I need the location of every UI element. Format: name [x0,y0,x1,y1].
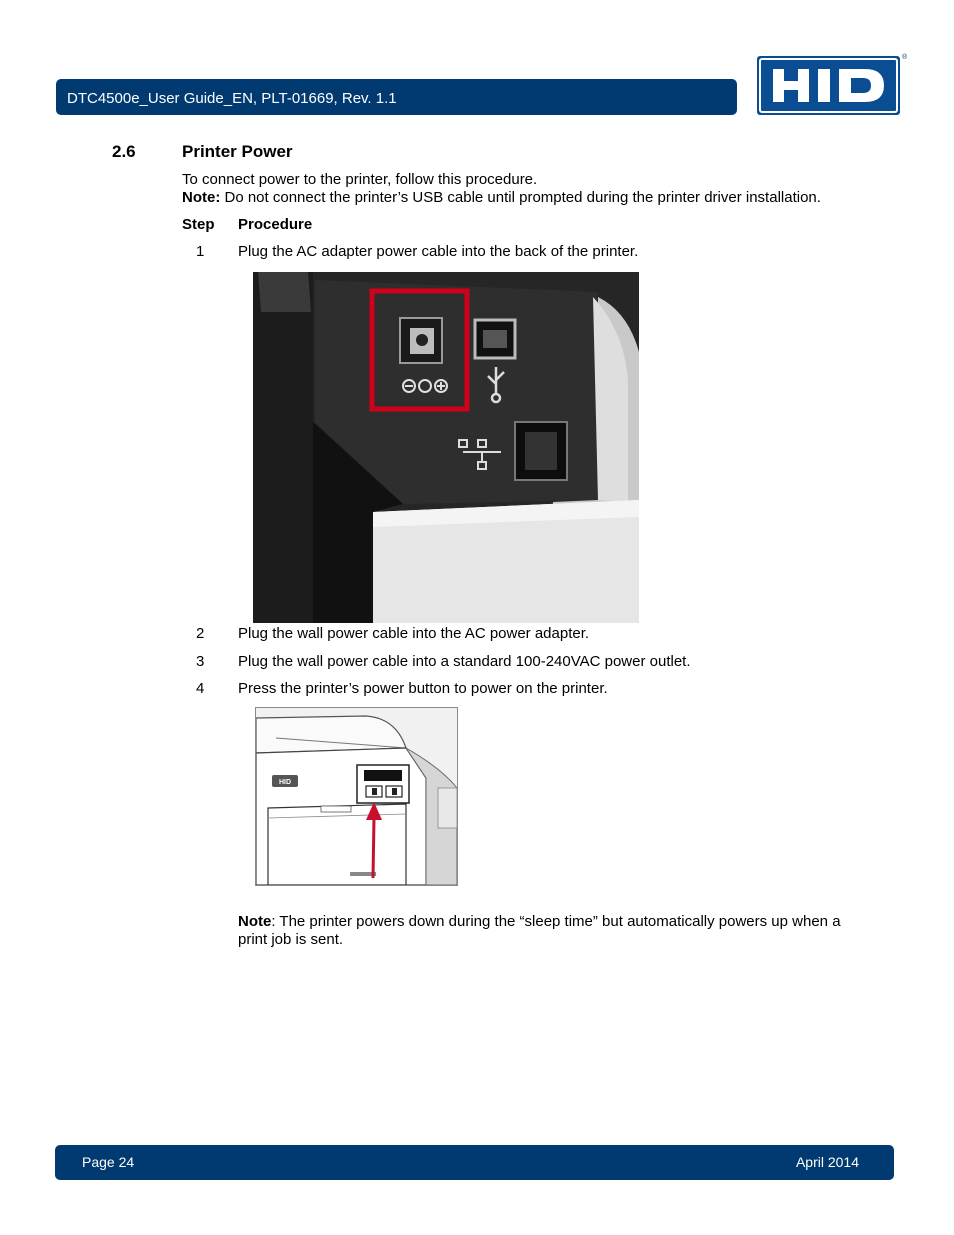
section-title: Printer Power [182,142,293,161]
hid-logo [757,56,900,115]
step-number: 3 [196,653,205,670]
step-text: Plug the AC adapter power cable into the back of the printer. [238,243,639,260]
footer-bar [55,1145,894,1180]
step-number: 1 [196,243,205,260]
note-text: : The printer powers down during the “sleep time” but automatically powers up when a [271,913,841,930]
step-column-header: Step [182,216,215,233]
section-number: 2.6 [112,142,136,161]
step-text: Plug the wall power cable into a standard 100-240VAC power outlet. [238,653,691,670]
printer-badge-logo: HID [278,779,292,786]
sleep-note-line-1 [238,913,841,931]
step-number: 2 [196,625,205,642]
printer-power-button-illustration [255,707,458,886]
sleep-note-line-2: print job is sent. [238,931,344,948]
step-number: 4 [196,680,205,697]
header-bar [56,79,737,115]
note-label: Note: [182,189,221,206]
note-paragraph [182,189,821,207]
publication-date: April 2014 [795,1154,859,1170]
step-text: Plug the wall power cable into the AC power adapter. [238,625,590,642]
procedure-column-header: Procedure [238,216,313,233]
note-text: Do not connect the printer’s USB cable until prompted during the printer driver installation. [220,189,821,206]
page-number: Page 24 [82,1154,135,1170]
hid-logo-icon [757,56,900,115]
step-text: Press the printer’s power button to power on the printer. [238,680,608,697]
document-title: DTC4500e_User Guide_EN, PLT-01669, Rev. 1.1 [67,90,397,107]
note-label: Note [238,913,272,930]
intro-text: To connect power to the printer, follow this procedure. [182,171,538,188]
printer-back-panel-photo [253,272,639,623]
registered-mark: ® [902,54,908,61]
